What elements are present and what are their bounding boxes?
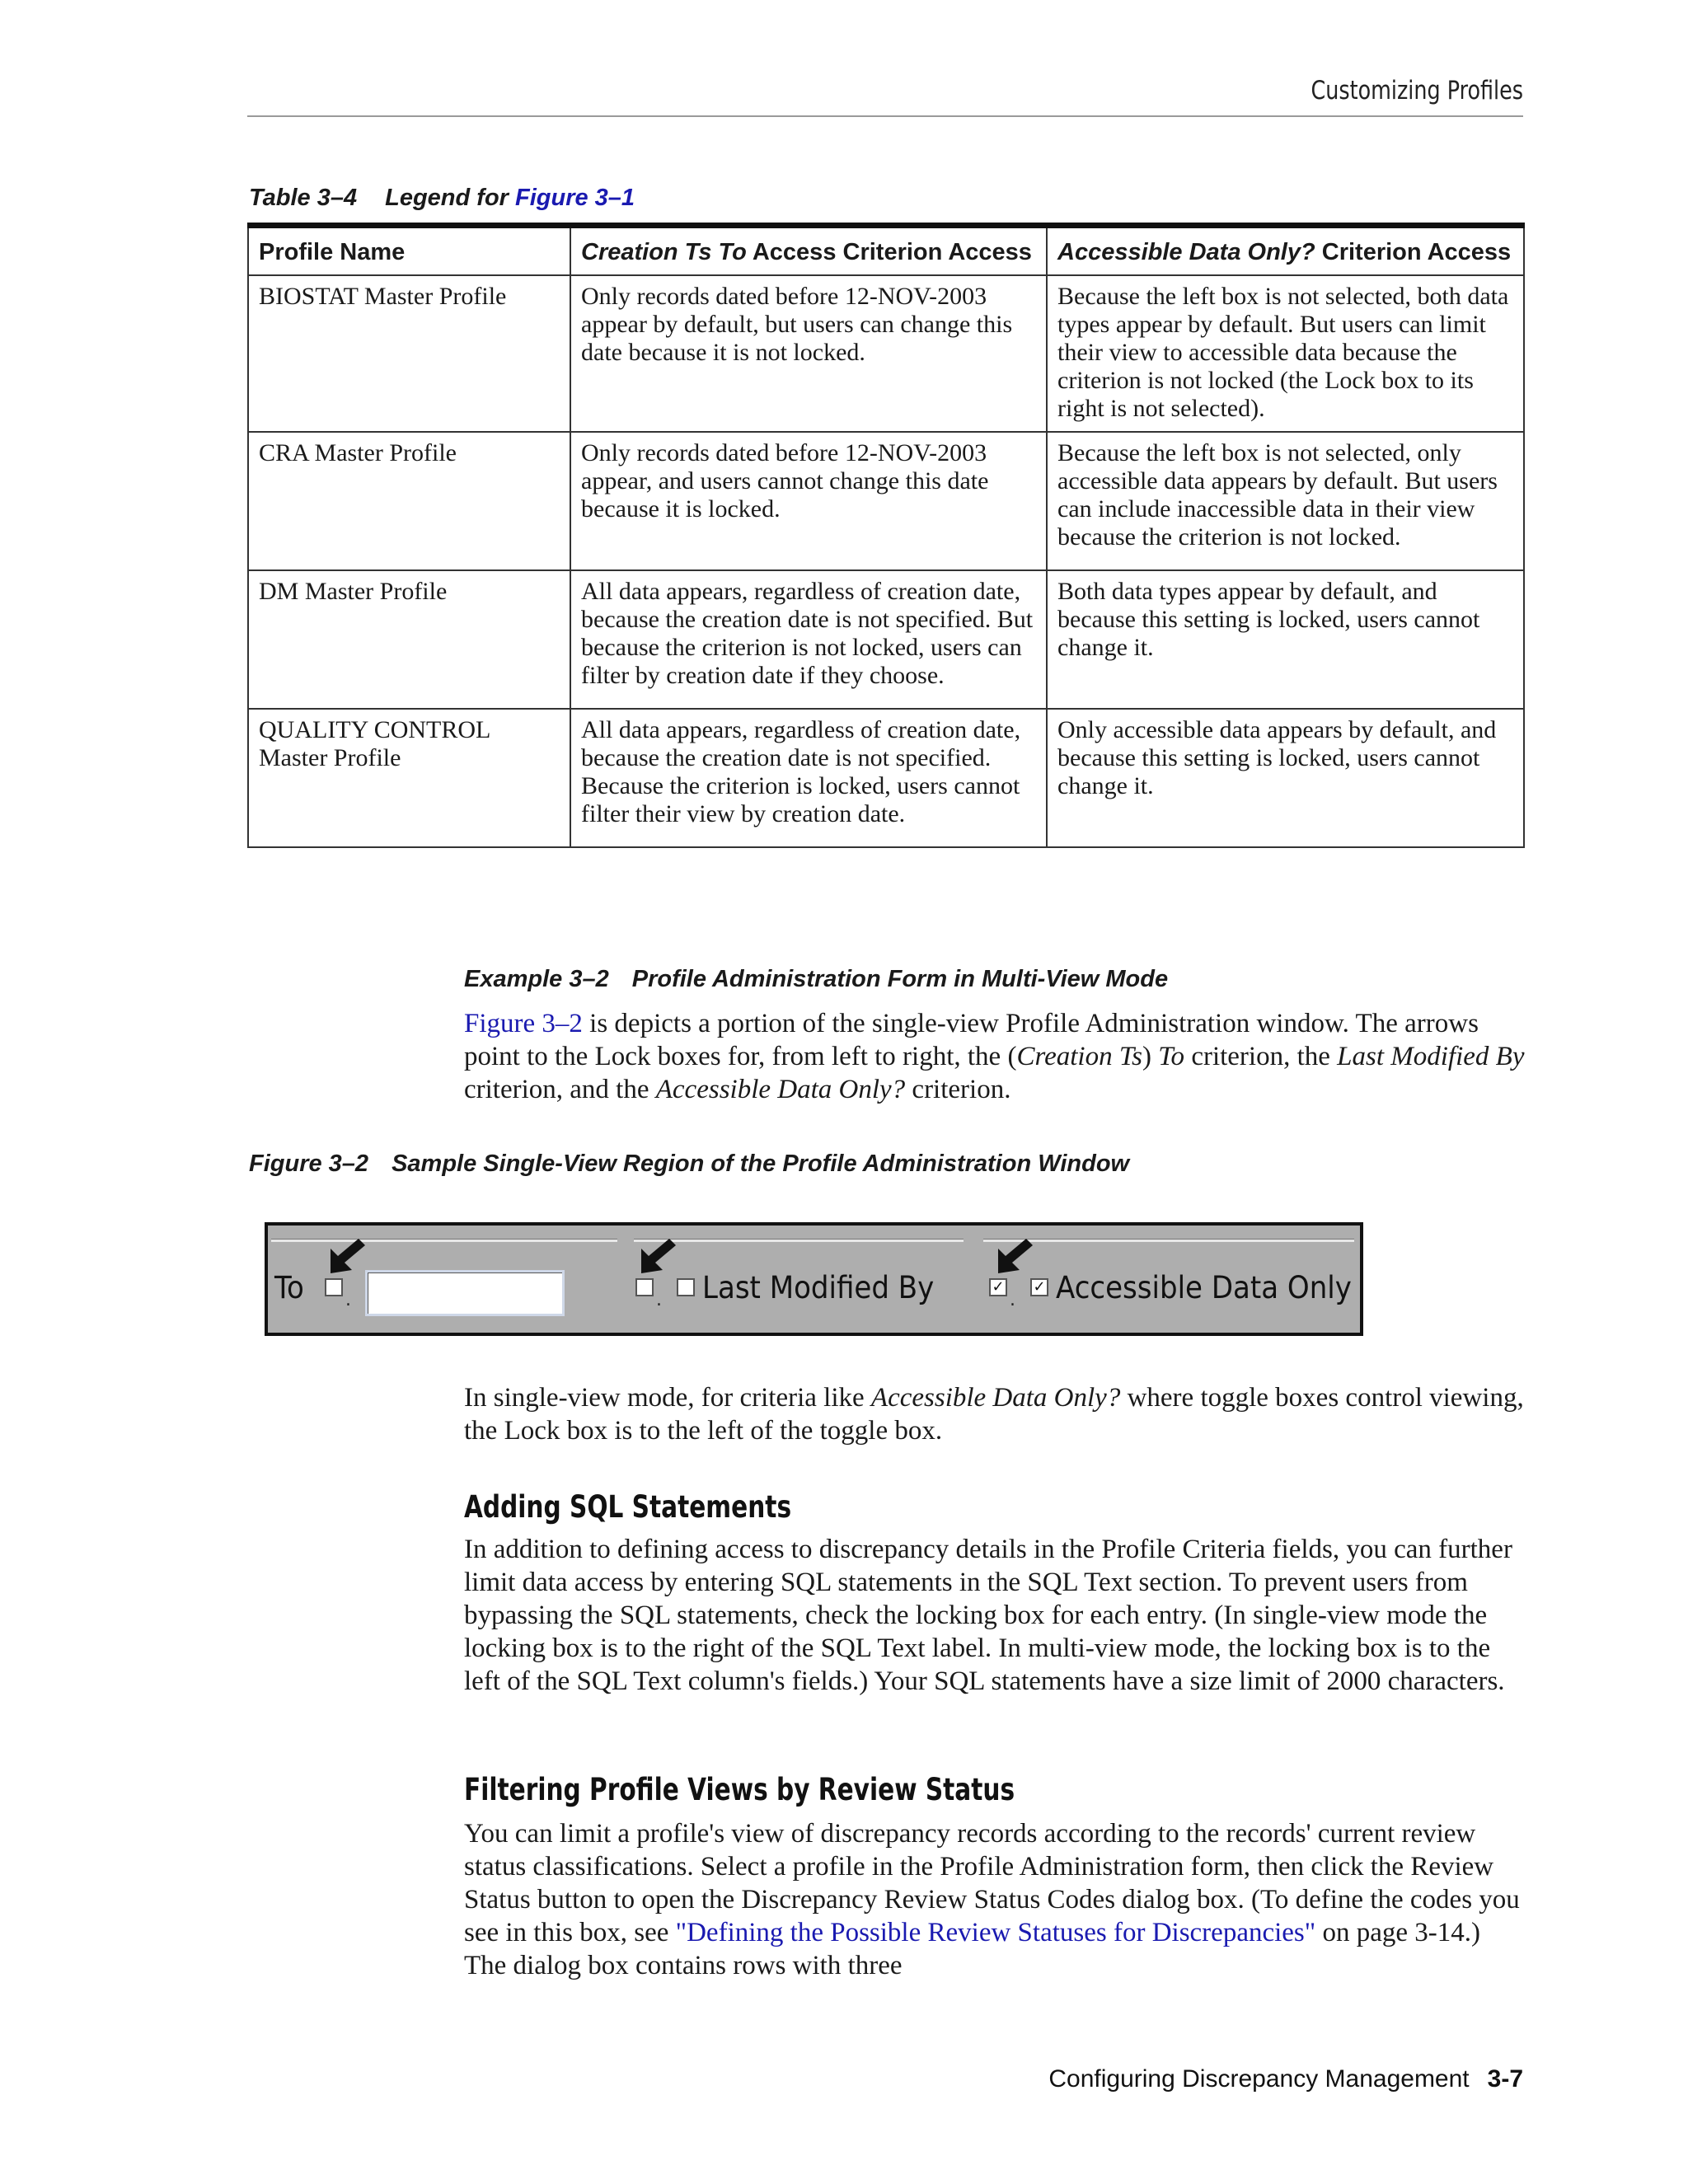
accessible-data-only-label: Accessible Data Only [1056, 1270, 1352, 1305]
cell-creation-access: All data appears, regardless of creation date, because the creation date is not specified. Because the criterion is locked, users cannot filter their view by creation date. [570, 709, 1047, 847]
figure-3-2-link[interactable]: Figure 3–2 [464, 1009, 583, 1038]
to-label: To [274, 1270, 304, 1305]
accessible-lock-checkbox[interactable]: ✓ [989, 1278, 1007, 1296]
example-label: Example 3–2 [464, 966, 609, 992]
figure-3-1-link[interactable]: Figure 3–1 [515, 185, 635, 211]
cell-accessible-access: Both data types appear by default, and because this setting is locked, users cannot change it. [1047, 570, 1524, 709]
column-header-accessible-access: Accessible Data Only? Criterion Access [1047, 226, 1524, 276]
table-row [248, 432, 1524, 570]
column-header-profile-name: Profile Name [248, 226, 570, 276]
table-caption [249, 185, 635, 212]
defining-review-statuses-link[interactable]: "Defining the Possible Review Statuses for Discrepancies" [675, 1918, 1316, 1947]
figure-label: Figure 3–2 [249, 1151, 369, 1177]
footer-page-number: 3-7 [1487, 2065, 1523, 2093]
cell-profile-name: CRA Master Profile [248, 432, 570, 570]
cell-profile-name: QUALITY CONTROL Master Profile [248, 709, 570, 847]
last-modified-by-label: Last Modified By [702, 1270, 935, 1305]
table-header-row [248, 226, 1524, 276]
to-lock-checkbox[interactable] [325, 1278, 343, 1296]
adding-sql-paragraph: In addition to defining access to discrepancy details in the Profile Criteria fields, you can further limit data access by entering SQL statements in the SQL Text section. To prevent users from bypassing the SQL statements, check the locking box for each entry. (In single-view mode the locking box is to the right of the SQL Text label. In multi-view mode, the locking box is to the left of the SQL Text column's fields.) Your SQL statements have a size limit of 2000 characters. [464, 1535, 1512, 1696]
cell-accessible-access: Only accessible data appears by default, and because this setting is locked, users cannot change it. [1047, 709, 1524, 847]
to-date-input[interactable] [365, 1270, 565, 1316]
last-modified-by-checkbox[interactable] [677, 1278, 695, 1296]
table-row [248, 570, 1524, 709]
group-divider [271, 1239, 617, 1242]
filtering-review-status-paragraph: You can limit a profile's view of discrepancy records according to the records' current review status classifications. Select a profile in the Profile Administration form, then click the Review Status button to open the Discrepancy Review Status Codes dialog box. (To define the codes you see in this box, see "Defining the Possible Review Statuses for Discrepancies" on page 3-14.) The dialog box contains rows with three [464, 1819, 1520, 1980]
page-header [247, 73, 1523, 117]
table-row [248, 275, 1524, 432]
cell-profile-name: DM Master Profile [248, 570, 570, 709]
separator-dot: . [1010, 1290, 1015, 1310]
example-title: Profile Administration Form in Multi-View Mode [631, 966, 1169, 992]
table-title-prefix: Legend for [385, 185, 515, 211]
lock-pointer-arrow-icon [638, 1237, 679, 1277]
accessible-data-only-checkbox[interactable]: ✓ [1030, 1278, 1048, 1296]
separator-dot: . [656, 1290, 662, 1310]
legend-table [247, 223, 1525, 848]
page-footer [1048, 2065, 1523, 2093]
single-view-paragraph: In single-view mode, for criteria like Accessible Data Only? where toggle boxes control viewing, the Lock box is to the left of the toggle box. [464, 1383, 1524, 1446]
lock-pointer-arrow-icon [327, 1237, 368, 1277]
cell-creation-access: All data appears, regardless of creation date, because the creation date is not specified. But because the criterion is not locked, users can filter by creation date if they choose. [570, 570, 1047, 709]
column-header-creation-access: Creation Ts To Access Criterion Access [570, 226, 1047, 276]
filtering-review-status-heading: Filtering Profile Views by Review Status [464, 1772, 1015, 1807]
group-divider [634, 1239, 964, 1242]
separator-dot: . [345, 1290, 351, 1310]
cell-profile-name: BIOSTAT Master Profile [248, 275, 570, 432]
cell-accessible-access: Because the left box is not selected, only accessible data appears by default. But users can include inaccessible data in their view because the criterion is not locked. [1047, 432, 1524, 570]
last-modified-lock-checkbox[interactable] [635, 1278, 654, 1296]
figure-description-paragraph: Figure 3–2 is depicts a portion of the single-view Profile Administration window. The arrows point to the Lock boxes for, from left to right, the (Creation Ts) To criterion, the Last Modified By criterion, and the Accessible Data Only? criterion. [464, 1009, 1525, 1104]
cell-creation-access: Only records dated before 12-NOV-2003 appear, and users cannot change this date because it is locked. [570, 432, 1047, 570]
example-caption [464, 966, 1168, 993]
group-divider [983, 1239, 1354, 1242]
lock-pointer-arrow-icon [995, 1237, 1036, 1277]
table-row [248, 709, 1524, 847]
figure-title: Sample Single-View Region of the Profile Administration Window [392, 1151, 1130, 1177]
figure-caption [249, 1151, 1129, 1178]
adding-sql-heading: Adding SQL Statements [464, 1489, 792, 1525]
running-header-title: Customizing Profiles [1311, 76, 1523, 105]
footer-chapter: Configuring Discrepancy Management [1048, 2065, 1470, 2093]
profile-admin-single-view-figure [265, 1222, 1363, 1336]
table-label: Table 3–4 [249, 185, 358, 211]
cell-creation-access: Only records dated before 12-NOV-2003 appear by default, but users can change this date because it is not locked. [570, 275, 1047, 432]
cell-accessible-access: Because the left box is not selected, both data types appear by default. But users can limit their view to accessible data because the criterion is not locked (the Lock box to its right is not selected). [1047, 275, 1524, 432]
